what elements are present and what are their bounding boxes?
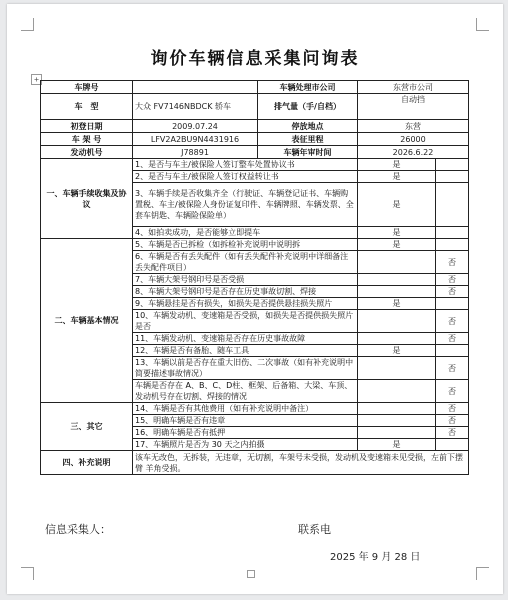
answer-yes[interactable]: 是 (358, 298, 436, 310)
plate-value[interactable] (133, 81, 258, 94)
checklist-item: 1、是否与车主/被保险人签订整车处置协议书 (133, 159, 358, 171)
answer-yes[interactable] (358, 427, 436, 439)
answer-yes[interactable] (358, 333, 436, 345)
answer-yes[interactable]: 是 (358, 183, 436, 227)
answer-no[interactable]: 否 (436, 415, 469, 427)
checklist-item: 车辆是否存在 A、B、C、D柱、框架、后备箱、大梁、车顶、发动机号存在切割、焊接的情况 (133, 380, 358, 403)
plate-label: 车牌号 (41, 81, 133, 94)
table-move-handle-icon[interactable]: + (31, 74, 42, 85)
signature-date: 2025 年 9 月 28 日 (330, 552, 421, 563)
checklist-item: 5、车辆是否已拆检（如拆检补充说明中说明拆 (133, 239, 358, 251)
table-resize-handle-icon[interactable] (247, 570, 255, 578)
vin-value[interactable]: LFV2A2BU9N4431916 (133, 133, 258, 146)
checklist-item: 8、车辆大架号钢印号是否存在历史事故切割、焊接 (133, 286, 358, 298)
answer-no[interactable] (436, 159, 469, 171)
checklist-item: 2、是否与车主/被保险人签订权益转让书 (133, 171, 358, 183)
engine-value[interactable]: J78891 (133, 146, 258, 159)
answer-no[interactable] (436, 298, 469, 310)
location-label: 车辆处理市公司 (258, 81, 358, 94)
section-title-documents: 一、车辆手续收集及协议 (41, 159, 133, 239)
answer-no[interactable]: 否 (436, 286, 469, 298)
answer-yes[interactable] (358, 403, 436, 415)
displacement-value[interactable]: 自动挡 (358, 94, 469, 120)
checklist-item: 12、车辆是否有备胎、随车工具 (133, 345, 358, 357)
answer-yes[interactable] (358, 251, 436, 274)
checklist-item: 4、如拍卖成功，是否能够立即提车 (133, 227, 358, 239)
answer-no[interactable]: 否 (436, 357, 469, 380)
parking-label: 停放地点 (258, 120, 358, 133)
phone-label: 联系电 (298, 523, 331, 536)
inspection-label: 车辆年审时间 (258, 146, 358, 159)
section-title-other: 三、其它 (41, 403, 133, 451)
answer-yes[interactable] (358, 415, 436, 427)
answer-yes[interactable] (358, 310, 436, 333)
mileage-value[interactable]: 26000 (358, 133, 469, 146)
answer-no[interactable]: 否 (436, 251, 469, 274)
collector-label: 信息采集人： (45, 523, 111, 536)
reg-date-label: 初登日期 (41, 120, 133, 133)
answer-no[interactable]: 否 (436, 403, 469, 415)
answer-yes[interactable] (358, 357, 436, 380)
mileage-label: 表征里程 (258, 133, 358, 146)
checklist-item: 6、车辆是否有丢失配件（如有丢失配件补充说明中详细备注丢失配件项目） (133, 251, 358, 274)
answer-no[interactable] (436, 227, 469, 239)
answer-yes[interactable]: 是 (358, 227, 436, 239)
answer-no[interactable] (436, 183, 469, 227)
answer-no[interactable] (436, 439, 469, 451)
answer-no[interactable] (436, 171, 469, 183)
answer-no[interactable] (436, 239, 469, 251)
checklist-item: 3、车辆手续是否收集齐全（行驶证、车辆登记证书、车辆购置税、车主/被保险人身份证复印件、车辆牌照、车辆发票、全套车钥匙、车辆险保险单） (133, 183, 358, 227)
checklist-item: 17、车辆照片是否为 30 天之内拍摄 (133, 439, 358, 451)
answer-yes[interactable] (358, 274, 436, 286)
section-title-vehicle-condition: 二、车辆基本情况 (41, 239, 133, 403)
checklist-item: 10、车辆发动机、变速箱是否受损，如损失是否提供损失照片是否 (133, 310, 358, 333)
page-title: 询价车辆信息采集问询表 (150, 49, 360, 69)
answer-no[interactable]: 否 (436, 380, 469, 403)
inspection-value[interactable]: 2026.6.22 (358, 146, 469, 159)
answer-no[interactable]: 否 (436, 274, 469, 286)
answer-yes[interactable]: 是 (358, 439, 436, 451)
reg-date-value[interactable]: 2009.07.24 (133, 120, 258, 133)
answer-yes[interactable]: 是 (358, 345, 436, 357)
answer-no[interactable]: 否 (436, 333, 469, 345)
page-corner-mark (21, 18, 34, 31)
answer-no[interactable]: 否 (436, 310, 469, 333)
checklist-item: 7、车辆大架号钢印号是否受损 (133, 274, 358, 286)
vin-label: 车 架 号 (41, 133, 133, 146)
checklist-item: 13、车辆以前是否存在重大旧伤、二次事故（如有补充说明中简要描述事故情况） (133, 357, 358, 380)
answer-yes[interactable] (358, 380, 436, 403)
answer-yes[interactable]: 是 (358, 159, 436, 171)
location-value[interactable]: 东营市公司 (358, 81, 469, 94)
answer-yes[interactable] (358, 286, 436, 298)
supplement-text[interactable]: 该车无改色，无拆装，无违章，无切割，车架号未受损，发动机及变速箱未见受损，左前下摆臂 羊角受损。 (133, 451, 469, 475)
page-corner-mark (21, 567, 34, 580)
checklist-item: 15、明确车辆是否有违章 (133, 415, 358, 427)
engine-label: 发动机号 (41, 146, 133, 159)
answer-no[interactable]: 否 (436, 427, 469, 439)
parking-value[interactable]: 东营 (358, 120, 469, 133)
displacement-label: 排气量（手/自档） (258, 94, 358, 120)
checklist-item: 16、明确车辆是否有抵押 (133, 427, 358, 439)
answer-yes[interactable]: 是 (358, 239, 436, 251)
page-corner-mark (476, 567, 489, 580)
section-title-supplement: 四、补充说明 (41, 451, 133, 475)
model-label: 车 型 (41, 94, 133, 120)
checklist-item: 9、车辆悬挂是否有损失，如损失是否提供悬挂损失照片 (133, 298, 358, 310)
checklist-item: 14、车辆是否有其他费用（如有补充说明中备注） (133, 403, 358, 415)
page-corner-mark (476, 18, 489, 31)
model-value[interactable]: 大众 FV7146NBDCK 轿车 (133, 94, 258, 120)
answer-yes[interactable]: 是 (358, 171, 436, 183)
checklist-item: 11、车辆发动机、变速箱是否存在历史事故故障 (133, 333, 358, 345)
answer-no[interactable] (436, 345, 469, 357)
inquiry-form-table (40, 80, 469, 475)
